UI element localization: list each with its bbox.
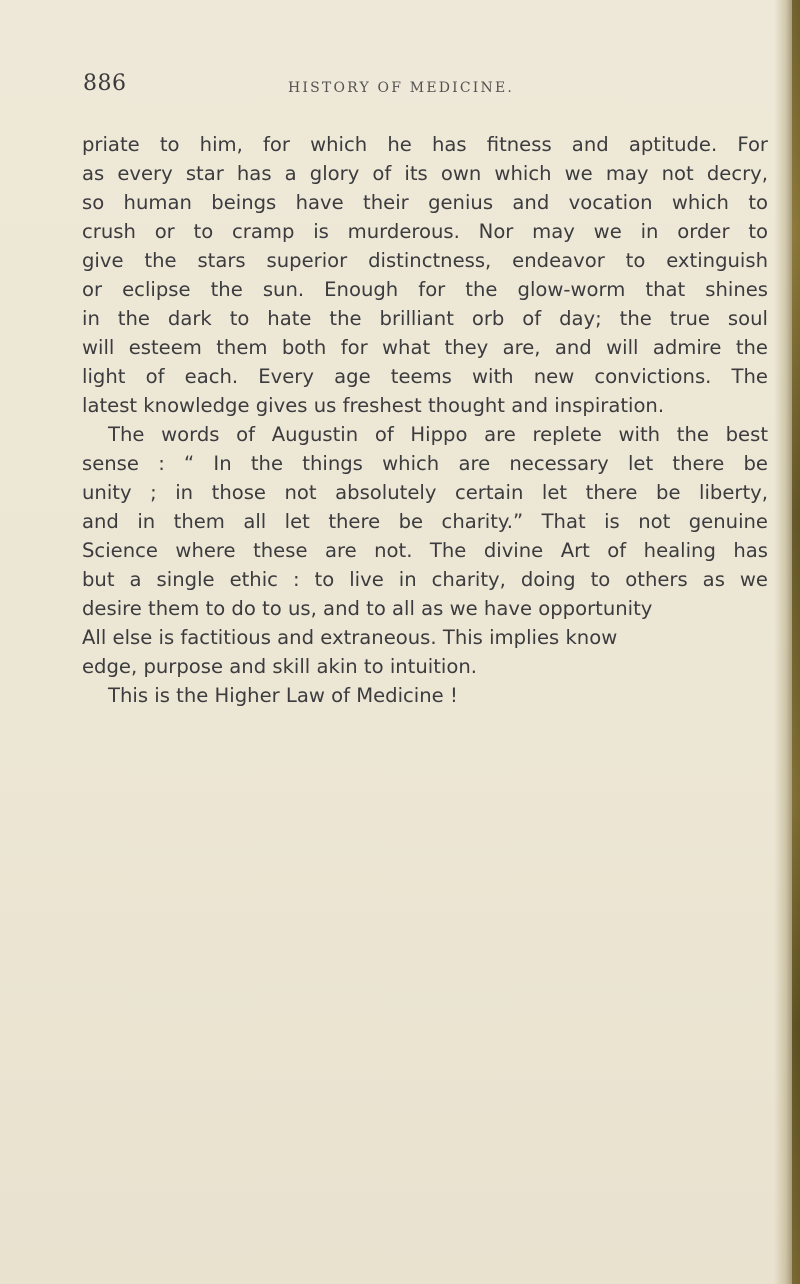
text-line: edge, purpose and skill akin to intuition. [82, 655, 477, 678]
text-line: All else is factitious and extraneous. This implies know [82, 626, 618, 649]
text-line: priate to him, for which he has fitness and aptitude. For [82, 133, 768, 156]
text-line: The words of Augustin of Hippo are replete with the best [108, 423, 768, 446]
text-line: and in them all let there be charity.” That is not genuine [82, 510, 768, 533]
text-line: unity ; in those not absolutely certain let there be liberty, [82, 481, 768, 504]
text-line: desire them to do to us, and to all as we have opportunity [82, 597, 653, 620]
page-edge-binding [792, 0, 800, 1284]
text-line: crush or to cramp is murderous. Nor may we in order to [82, 220, 768, 243]
text-line: This is the Higher Law of Medicine ! [108, 684, 458, 707]
body-text [82, 130, 768, 710]
text-line: in the dark to hate the brilliant orb of day; the true soul [82, 307, 768, 330]
text-line: or eclipse the sun. Enough for the glow-worm that shines [82, 278, 768, 301]
text-line: so human beings have their genius and vocation which to [82, 191, 768, 214]
text-line: sense : “ In the things which are necessary let there be [82, 452, 768, 475]
text-line: give the stars superior distinctness, endeavor to extinguish [82, 249, 768, 272]
text-line: light of each. Every age teems with new convictions. The [82, 365, 768, 388]
text-line: as every star has a glory of its own which we may not decry, [82, 162, 768, 185]
running-head: HISTORY OF MEDICINE. [288, 80, 515, 96]
text-line: will esteem them both for what they are, and will admire the [82, 336, 768, 359]
text-line: latest knowledge gives us freshest thought and inspiration. [82, 394, 665, 417]
text-line: but a single ethic : to live in charity, doing to others as we [82, 568, 768, 591]
text-line: Science where these are not. The divine Art of healing has [82, 539, 768, 562]
page-number: 886 [83, 71, 127, 96]
